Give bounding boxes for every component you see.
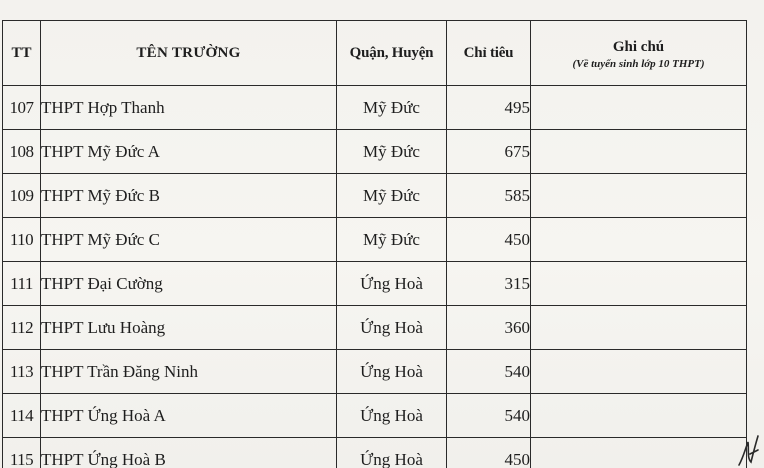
header-district: Quận, Huyện bbox=[337, 21, 447, 86]
cell-quota: 450 bbox=[447, 218, 531, 262]
table-body bbox=[3, 86, 747, 468]
table-header bbox=[3, 21, 747, 86]
cell-tt: 111 bbox=[3, 262, 41, 306]
cell-tt: 110 bbox=[3, 218, 41, 262]
cell-quota: 315 bbox=[447, 262, 531, 306]
cell-district: Mỹ Đức bbox=[337, 218, 447, 262]
table-row bbox=[3, 438, 747, 468]
cell-district: Ứng Hoà bbox=[337, 262, 447, 306]
header-tt: TT bbox=[3, 21, 41, 86]
cell-note bbox=[531, 130, 747, 174]
cell-school-name: THPT Ứng Hoà A bbox=[41, 394, 337, 438]
cell-district: Mỹ Đức bbox=[337, 130, 447, 174]
cell-note bbox=[531, 394, 747, 438]
cell-note bbox=[531, 86, 747, 130]
header-note-subtitle: (Về tuyển sinh lớp 10 THPT) bbox=[572, 57, 705, 70]
header-row bbox=[3, 21, 747, 86]
header-note bbox=[531, 21, 747, 86]
cell-quota: 540 bbox=[447, 350, 531, 394]
header-note-title: Ghi chú bbox=[612, 38, 665, 55]
cell-tt: 114 bbox=[3, 394, 41, 438]
table-row bbox=[3, 86, 747, 130]
cell-tt: 113 bbox=[3, 350, 41, 394]
cell-school-name: THPT Mỹ Đức A bbox=[41, 130, 337, 174]
cell-quota: 360 bbox=[447, 306, 531, 350]
cell-school-name: THPT Mỹ Đức B bbox=[41, 174, 337, 218]
signature-mark bbox=[736, 432, 762, 468]
table-row bbox=[3, 262, 747, 306]
cell-school-name: THPT Mỹ Đức C bbox=[41, 218, 337, 262]
cell-school-name: THPT Ứng Hoà B bbox=[41, 438, 337, 468]
table-row bbox=[3, 218, 747, 262]
cell-school-name: THPT Lưu Hoàng bbox=[41, 306, 337, 350]
cell-district: Ứng Hoà bbox=[337, 306, 447, 350]
cell-district: Mỹ Đức bbox=[337, 174, 447, 218]
cell-quota: 585 bbox=[447, 174, 531, 218]
school-quota-table bbox=[2, 20, 747, 468]
cell-quota: 450 bbox=[447, 438, 531, 468]
cell-note bbox=[531, 306, 747, 350]
cell-district: Ứng Hoà bbox=[337, 394, 447, 438]
cell-note bbox=[531, 174, 747, 218]
header-school-name: TÊN TRƯỜNG bbox=[41, 21, 337, 86]
cell-tt: 109 bbox=[3, 174, 41, 218]
cell-tt: 107 bbox=[3, 86, 41, 130]
table-row bbox=[3, 394, 747, 438]
cell-quota: 540 bbox=[447, 394, 531, 438]
cell-quota: 675 bbox=[447, 130, 531, 174]
cell-school-name: THPT Trần Đăng Ninh bbox=[41, 350, 337, 394]
cell-school-name: THPT Đại Cường bbox=[41, 262, 337, 306]
table-row bbox=[3, 306, 747, 350]
cell-district: Ứng Hoà bbox=[337, 438, 447, 468]
cell-note bbox=[531, 350, 747, 394]
table-row bbox=[3, 174, 747, 218]
cell-note bbox=[531, 438, 747, 468]
cell-note bbox=[531, 262, 747, 306]
cell-tt: 108 bbox=[3, 130, 41, 174]
header-quota: Chỉ tiêu bbox=[447, 21, 531, 86]
cell-note bbox=[531, 218, 747, 262]
cell-tt: 112 bbox=[3, 306, 41, 350]
cell-quota: 495 bbox=[447, 86, 531, 130]
cell-district: Mỹ Đức bbox=[337, 86, 447, 130]
cell-school-name: THPT Hợp Thanh bbox=[41, 86, 337, 130]
table-row bbox=[3, 350, 747, 394]
table-row bbox=[3, 130, 747, 174]
cell-district: Ứng Hoà bbox=[337, 350, 447, 394]
cell-tt: 115 bbox=[3, 438, 41, 468]
